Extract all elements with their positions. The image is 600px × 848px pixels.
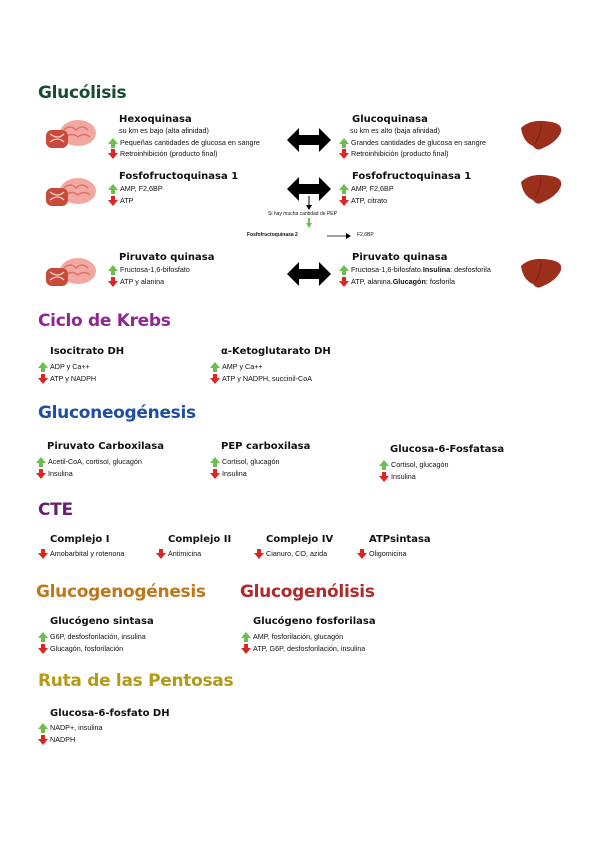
up-arrow-icon (339, 184, 349, 190)
section-title-glucogenogenesis: Glucogenogénesis (36, 582, 206, 602)
down-arrow-icon (241, 648, 251, 654)
brain-muscle-icon (44, 118, 98, 152)
pk-right-inhibitor: ATP, alanina. Glucagón : fosforila (339, 276, 455, 287)
liver-icon (517, 256, 563, 292)
pk-left-activator: Fructosa-1,6-bifosfato (108, 264, 190, 275)
down-arrow-icon (108, 281, 118, 287)
pk-left-inhibitor: ATP y alanina (108, 276, 164, 287)
akg-activator: AMP y Ca++ (210, 361, 263, 372)
gs-inhibitor: Glucagón, fosforilación (38, 643, 123, 654)
down-arrow-icon (379, 476, 389, 482)
up-arrow-icon (38, 362, 48, 368)
g6pase-inhibitor: Insulina (379, 471, 416, 482)
section-title-glucolisis: Glucólisis (38, 83, 127, 103)
brain-muscle-icon (44, 176, 98, 210)
enzyme-glucoquinasa: Glucoquinasa (352, 114, 428, 125)
down-arrow-icon (357, 553, 367, 559)
pc-inhibitor: Insulina (36, 468, 73, 479)
enzyme-complejo-i: Complejo I (50, 534, 110, 545)
down-arrow-icon (254, 553, 264, 559)
akg-inhibitor: ATP y NADPH, succinil-CoA (210, 373, 312, 384)
glucoquinasa-km: su km es alto (baja afinidad) (350, 126, 440, 135)
enzyme-piruvato-quinasa-left: Piruvato quinasa (119, 252, 215, 263)
enzyme-glucogeno-sintasa: Glucógeno sintasa (50, 616, 154, 627)
up-arrow-icon (108, 184, 118, 190)
enzyme-isocitrato-dh: Isocitrato DH (50, 346, 125, 357)
double-arrow-icon (287, 128, 331, 152)
down-arrow-icon (210, 378, 220, 384)
small-down-arrow-green (306, 218, 312, 228)
pfk1-right-inhibitor: ATP, citrato (339, 195, 387, 206)
up-arrow-icon (108, 265, 118, 271)
up-arrow-icon (379, 460, 389, 466)
pk-right-activator: Fructosa-1,6-bifosfato. Insulina : desfosforila (339, 264, 491, 275)
enzyme-akg-dh: α-Ketoglutarato DH (221, 346, 331, 357)
hexoquinasa-activator: Pequeñas cantidades de glucosa en sangre (108, 137, 260, 148)
section-title-gluconeogenesis: Gluconeogénesis (38, 403, 196, 423)
complejo-i-inhibitor: Amobarbital y rotenona (38, 548, 124, 559)
complejo-ii-inhibitor: Antimicina (156, 548, 201, 559)
down-arrow-icon (36, 473, 46, 479)
pfk1-left-inhibitor: ATP (108, 195, 133, 206)
down-connector-arrow (305, 196, 313, 210)
pep-note: Si hay mucha cantidad de PEP (268, 211, 337, 217)
gp-inhibitor: ATP, G6P, desfosforilación, insulina (241, 643, 365, 654)
isocitrato-activator: ADP y Ca++ (38, 361, 90, 372)
section-title-krebs: Ciclo de Krebs (38, 311, 171, 331)
up-arrow-icon (210, 457, 220, 463)
f26bp-note: F2,6BP (357, 232, 374, 238)
down-arrow-icon (38, 648, 48, 654)
down-arrow-icon (339, 200, 349, 206)
brain-muscle-icon (44, 256, 98, 290)
up-arrow-icon (38, 723, 48, 729)
up-arrow-icon (36, 457, 46, 463)
down-arrow-icon (156, 553, 166, 559)
liver-icon (517, 118, 563, 154)
down-arrow-icon (38, 378, 48, 384)
up-arrow-icon (210, 362, 220, 368)
gp-activator: AMP, fosforilación, glucagón (241, 631, 343, 642)
pfk2-note: Fosfofructoquinasa 2 (247, 232, 298, 238)
enzyme-pfk1-left: Fosfofructoquinasa 1 (119, 171, 239, 182)
isocitrato-inhibitor: ATP y NADPH (38, 373, 96, 384)
enzyme-g6p-dh: Glucosa-6-fosfato DH (50, 708, 170, 719)
g6pase-activator: Cortisol, glucagón (379, 459, 449, 470)
right-connector-arrow (327, 233, 351, 239)
section-title-glucogenolisis: Glucogenólisis (240, 582, 375, 602)
down-arrow-icon (210, 473, 220, 479)
down-arrow-icon (339, 281, 349, 287)
down-arrow-icon (108, 200, 118, 206)
down-arrow-icon (38, 739, 48, 745)
enzyme-piruvato-carboxilasa: Piruvato Carboxilasa (47, 441, 165, 452)
enzyme-complejo-ii: Complejo II (168, 534, 232, 545)
up-arrow-icon (339, 138, 349, 144)
atpsintasa-inhibitor: Oligomicina (357, 548, 407, 559)
hexoquinasa-km: su km es bajo (alta afinidad) (119, 126, 209, 135)
enzyme-glucogeno-fosforilasa: Glucógeno fosforilasa (253, 616, 376, 627)
pepck-activator: Cortisol, glucagón (210, 456, 280, 467)
enzyme-atpsintasa: ATPsintasa (369, 534, 431, 545)
up-arrow-icon (108, 138, 118, 144)
down-arrow-icon (38, 553, 48, 559)
g6pdh-activator: NADP+, insulina (38, 722, 103, 733)
liver-icon (517, 172, 563, 208)
enzyme-glucosa-6-fosfatasa: Glucosa-6-Fosfatasa (390, 444, 505, 455)
section-title-pentosas: Ruta de las Pentosas (38, 671, 234, 691)
glucoquinasa-activator: Grandes cantidades de glucosa en sangre (339, 137, 486, 148)
double-arrow-icon (287, 262, 331, 286)
up-arrow-icon (241, 632, 251, 638)
hexoquinasa-inhibitor: Retroinhibición (producto final) (108, 148, 217, 159)
down-arrow-icon (339, 153, 349, 159)
up-arrow-icon (339, 265, 349, 271)
enzyme-piruvato-quinasa-right: Piruvato quinasa (352, 252, 448, 263)
up-arrow-icon (38, 632, 48, 638)
gs-activator: G6P, desfosforilación, insulina (38, 631, 146, 642)
pepck-inhibitor: Insulina (210, 468, 247, 479)
g6pdh-inhibitor: NADPH (38, 734, 75, 745)
enzyme-pep-carboxilasa: PEP carboxilasa (221, 441, 311, 452)
pc-activator: Acetil-CoA, cortisol, glucagón (36, 456, 142, 467)
enzyme-complejo-iv: Complejo IV (266, 534, 334, 545)
complejo-iv-inhibitor: Cianuro, CO, azida (254, 548, 327, 559)
down-arrow-icon (108, 153, 118, 159)
glucoquinasa-inhibitor: Retroinhibición (producto final) (339, 148, 448, 159)
enzyme-hexoquinasa: Hexoquinasa (119, 114, 192, 125)
enzyme-pfk1-right: Fosfofructoquinasa 1 (352, 171, 472, 182)
pfk1-right-activator: AMP, F2,6BP (339, 183, 394, 194)
pfk1-left-activator: AMP, F2,6BP (108, 183, 163, 194)
section-title-cte: CTE (38, 500, 73, 520)
